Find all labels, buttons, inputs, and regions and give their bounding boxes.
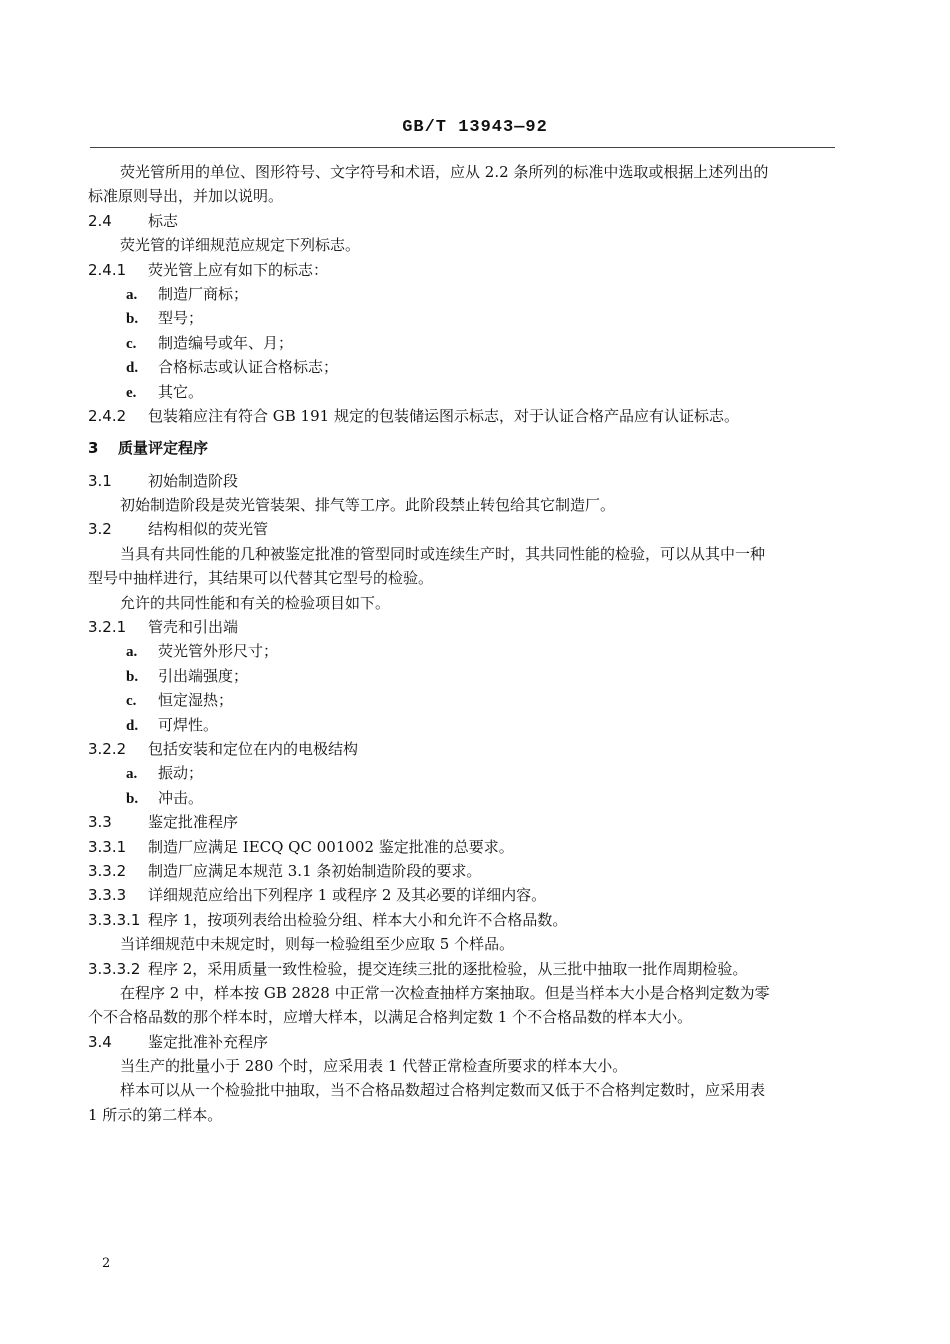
paragraph-continuation: 标准原则导出，并加以说明。	[88, 187, 284, 206]
list-item	[88, 282, 838, 306]
paragraph-line: 在程序 2 中，样本按 GB 2828 中正常一次检查抽样方案抽取。但是当样本大小是合格判定数为零	[120, 983, 770, 1002]
clause-number: 3.1	[88, 471, 112, 490]
list-item	[88, 355, 838, 379]
clause-number: 3	[88, 439, 99, 458]
header-rule	[90, 147, 835, 148]
clause-text: 制造厂应满足本规范 3.1 条初始制造阶段的要求。	[148, 861, 482, 880]
list-item	[88, 761, 838, 785]
clause-heading	[88, 1030, 838, 1054]
clause-text: 详细规范应给出下列程序 1 或程序 2 及其必要的详细内容。	[148, 886, 547, 905]
list-item-key: c.	[126, 693, 137, 710]
page-number: 2	[102, 1256, 111, 1271]
list-item-text: 冲击。	[158, 788, 204, 807]
document-header: GB/T 13943—92	[402, 118, 548, 137]
list-item-text: 引出端强度；	[158, 666, 249, 685]
list-item	[88, 331, 838, 355]
clause-number: 3.2.1	[88, 618, 127, 637]
clause-heading	[88, 517, 838, 541]
section-heading	[88, 436, 838, 460]
paragraph-line: 当生产的批量小于 280 个时，应采用表 1 代替正常检查所要求的样本大小。	[120, 1057, 628, 1076]
clause-text: 鉴定批准程序	[148, 813, 239, 832]
clause-heading	[88, 737, 838, 761]
list-item	[88, 786, 838, 810]
clause-heading	[88, 835, 838, 859]
list-item	[88, 639, 838, 663]
clause-number: 3.2.2	[88, 739, 127, 758]
clause-number: 3.3	[88, 813, 112, 832]
clause-heading	[88, 615, 838, 639]
clause-heading	[88, 908, 838, 932]
clause-heading	[88, 810, 838, 834]
list-item-key: d.	[126, 360, 139, 377]
list-item-text: 型号；	[158, 309, 204, 328]
document-body	[88, 160, 838, 1127]
clause-text: 质量评定程序	[118, 439, 209, 458]
clause-text: 程序 1，按项列表给出检验分组、样本大小和允许不合格品数。	[148, 910, 568, 929]
list-item-text: 可焊性。	[158, 715, 219, 734]
clause-heading	[88, 859, 838, 883]
list-item-text: 荧光管外形尺寸；	[158, 642, 279, 661]
paragraph-line: 样本可以从一个检验批中抽取，当不合格品数超过合格判定数而又低于不合格判定数时，应采用表	[120, 1081, 766, 1100]
paragraph-continuation: 型号中抽样进行，其结果可以代替其它型号的检验。	[88, 569, 434, 588]
clause-text: 标志	[148, 211, 179, 230]
list-item-key: a.	[126, 286, 138, 303]
clause-number: 3.3.2	[88, 861, 127, 880]
list-item-key: b.	[126, 790, 139, 807]
clause-text: 包装箱应注有符合 GB 191 规定的包装储运图示标志，对于认证合格产品应有认证标志。	[148, 406, 739, 425]
clause-number: 3.2	[88, 520, 112, 539]
clause-text: 程序 2，采用质量一致性检验，提交连续三批的逐批检验，从三批中抽取一批作周期检验。	[148, 959, 748, 978]
clause-text: 鉴定批准补充程序	[148, 1032, 269, 1051]
list-item-text: 合格标志或认证合格标志；	[158, 358, 339, 377]
clause-heading	[88, 883, 838, 907]
list-item-key: a.	[126, 644, 138, 661]
list-item-key: c.	[126, 335, 137, 352]
list-item-key: b.	[126, 311, 139, 328]
list-item-text: 制造编号或年、月；	[158, 333, 294, 352]
paragraph-line: 当具有共同性能的几种被鉴定批准的管型同时或连续生产时，其共同性能的检验，可以从其中一种	[120, 544, 766, 563]
paragraph-line: 荧光管的详细规范应规定下列标志。	[120, 236, 361, 255]
clause-text: 管壳和引出端	[148, 618, 239, 637]
clause-text: 荧光管上应有如下的标志：	[148, 260, 329, 279]
list-item-key: b.	[126, 668, 139, 685]
list-item-text: 恒定湿热；	[158, 691, 234, 710]
clause-heading	[88, 469, 838, 493]
list-item-text: 振动；	[158, 764, 204, 783]
list-item	[88, 713, 838, 737]
clause-text: 结构相似的荧光管	[148, 520, 269, 539]
list-item-text: 其它。	[158, 382, 204, 401]
clause-number: 3.3.3	[88, 886, 127, 905]
paragraph-continuation: 1 所示的第二样本。	[88, 1105, 223, 1124]
paragraph-continuation: 个不合格品数的那个样本时，应增大样本，以满足合格判定数 1 个不合格品数的样本大小。	[88, 1008, 693, 1027]
clause-text: 包括安装和定位在内的电极结构	[148, 739, 359, 758]
clause-number: 3.3.3.2	[88, 959, 141, 978]
clause-number: 3.3.1	[88, 837, 127, 856]
clause-number: 2.4	[88, 211, 112, 230]
list-item-key: e.	[126, 384, 137, 401]
list-item	[88, 380, 838, 404]
list-item	[88, 664, 838, 688]
paragraph-line: 初始制造阶段是荧光管装架、排气等工序。此阶段禁止转包给其它制造厂。	[120, 496, 616, 515]
paragraph-line: 当详细规范中未规定时，则每一检验组至少应取 5 个样品。	[120, 935, 515, 954]
clause-heading	[88, 258, 838, 282]
clause-text: 制造厂应满足 IECQ QC 001002 鉴定批准的总要求。	[148, 837, 514, 856]
list-item	[88, 306, 838, 330]
list-item-text: 制造厂商标；	[158, 284, 249, 303]
paragraph-line: 允许的共同性能和有关的检验项目如下。	[120, 593, 391, 612]
clause-heading	[88, 404, 838, 428]
clause-text: 初始制造阶段	[148, 471, 239, 490]
paragraph-line: 荧光管所用的单位、图形符号、文字符号和术语，应从 2.2 条所列的标准中选取或根据上述列出的	[120, 163, 769, 181]
list-item-key: a.	[126, 766, 138, 783]
clause-number: 3.4	[88, 1032, 112, 1051]
list-item-key: d.	[126, 717, 139, 734]
clause-number: 3.3.3.1	[88, 910, 141, 929]
clause-number: 2.4.1	[88, 260, 127, 279]
clause-heading	[88, 209, 838, 233]
clause-heading	[88, 957, 838, 981]
list-item	[88, 688, 838, 712]
clause-number: 2.4.2	[88, 406, 127, 425]
